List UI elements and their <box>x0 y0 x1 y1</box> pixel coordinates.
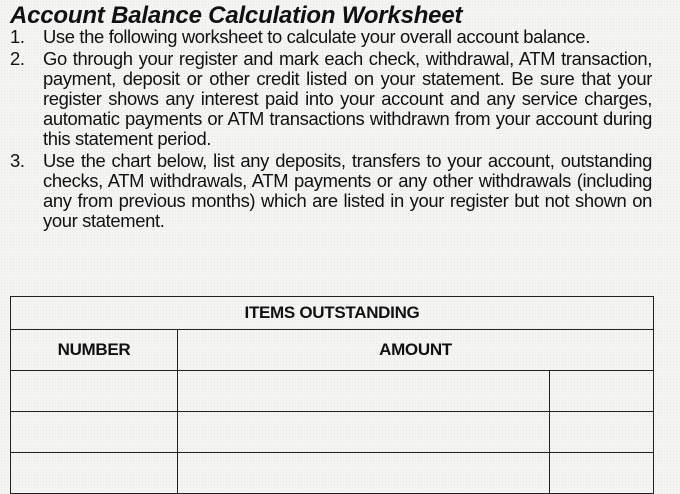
number-cell[interactable] <box>11 412 178 453</box>
items-outstanding-table <box>10 296 654 494</box>
table-row <box>11 453 654 494</box>
number-cell[interactable] <box>11 371 178 412</box>
instruction-number: 2. <box>10 48 25 69</box>
amount-cents-cell[interactable] <box>550 412 654 453</box>
instruction-text: Use the following worksheet to calculate your overall account balance. <box>43 26 590 47</box>
instructions-list <box>10 27 652 231</box>
amount-cents-cell[interactable] <box>550 453 654 494</box>
worksheet-title: Account Balance Calculation Worksheet <box>10 2 463 29</box>
instruction-text: Go through your register and mark each check, withdrawal, ATM transaction, payment, deposit or other credit listed on your statement. Be sure that your register shows any interest paid into your account and any service charges, automatic payments or ATM transactions withdrawn from your account during this statement period. <box>43 48 652 149</box>
amount-cents-cell[interactable] <box>550 371 654 412</box>
instruction-number: 3. <box>10 150 25 171</box>
table-row <box>11 371 654 412</box>
table-row <box>11 412 654 453</box>
amount-dollars-cell[interactable] <box>178 371 550 412</box>
column-header-number: NUMBER <box>11 330 178 371</box>
amount-dollars-cell[interactable] <box>178 412 550 453</box>
number-cell[interactable] <box>11 453 178 494</box>
instruction-text: Use the chart below, list any deposits, transfers to your account, outstanding checks, ATM withdrawals, ATM payments or any other withdrawals (including any from previous months) which are listed in your register but not shown on your statement. <box>43 150 652 231</box>
instruction-item <box>10 49 652 149</box>
column-header-amount: AMOUNT <box>178 330 654 371</box>
instruction-number: 1. <box>10 26 25 47</box>
amount-dollars-cell[interactable] <box>178 453 550 494</box>
table-title: ITEMS OUTSTANDING <box>11 297 654 330</box>
instruction-item <box>10 27 652 47</box>
instruction-item <box>10 151 652 231</box>
